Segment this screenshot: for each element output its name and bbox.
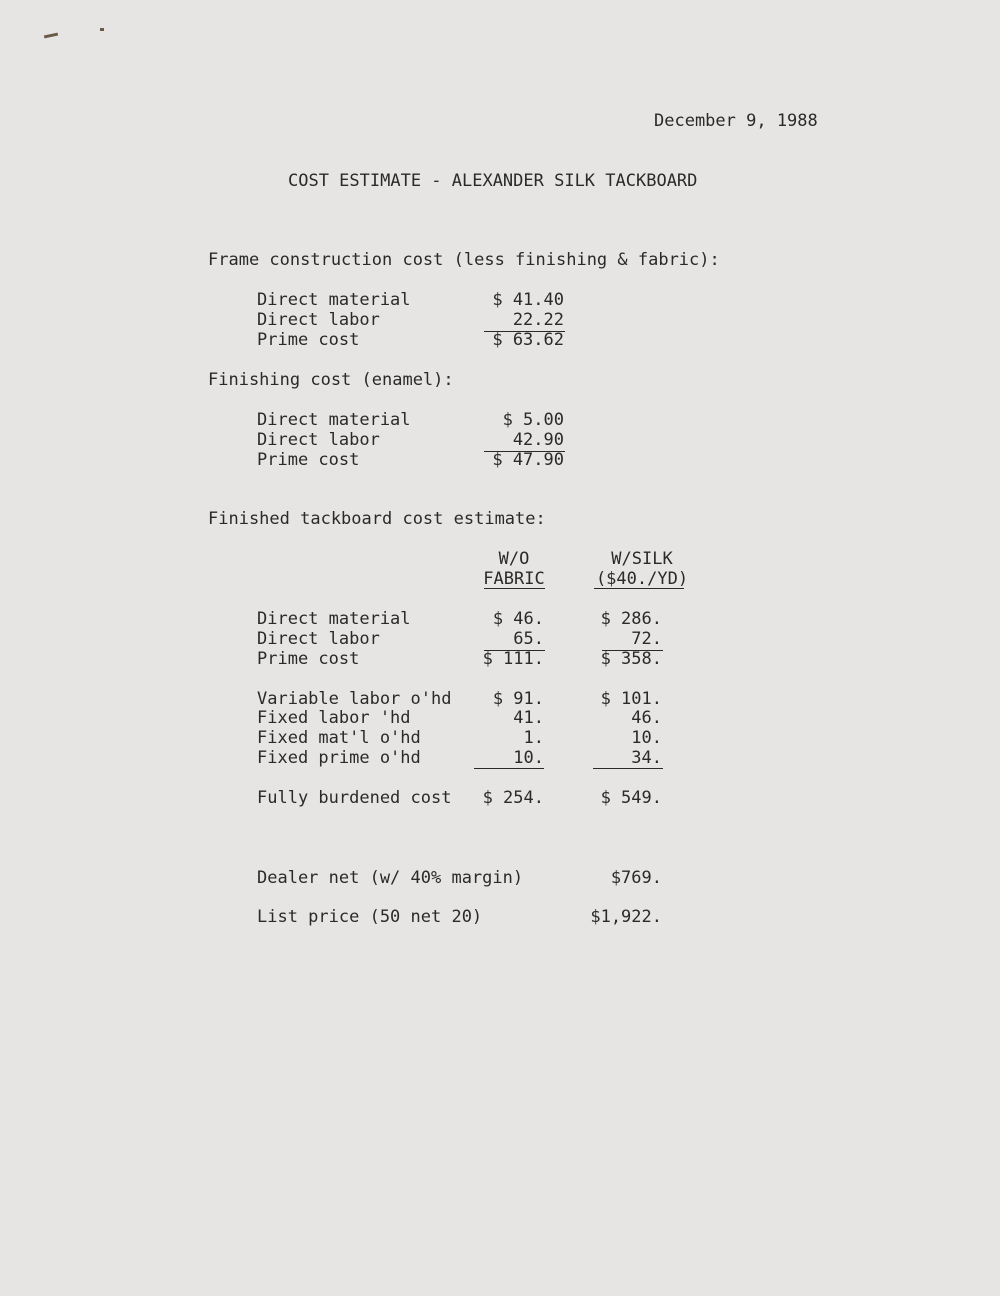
finishing-row-value: 42.90	[512, 430, 564, 450]
finished-row-label: Fixed labor 'hd	[257, 708, 411, 728]
stray-mark	[44, 33, 58, 39]
finishing-row-value: $ 47.90	[492, 450, 564, 470]
finished-heading: Finished tackboard cost estimate:	[208, 509, 546, 529]
list-price-value: $1,922.	[590, 907, 662, 927]
finishing-row-label: Direct labor	[257, 430, 380, 450]
frame-row-value: $ 63.62	[492, 330, 564, 350]
finished-row-label: Variable labor o'hd	[257, 689, 452, 709]
col1-header-line2: FABRIC	[483, 569, 545, 589]
finished-row-label: Prime cost	[257, 649, 360, 669]
frame-row-label: Direct labor	[257, 310, 380, 330]
finished-row-v2: 34.	[631, 748, 662, 768]
col1-total-rule	[474, 768, 544, 769]
list-price-label: List price (50 net 20)	[257, 907, 483, 927]
document-date: December 9, 1988	[654, 111, 818, 131]
frame-row-label: Prime cost	[257, 330, 360, 350]
finished-row-v1: $ 46.	[492, 609, 544, 629]
dealer-net-label: Dealer net (w/ 40% margin)	[257, 868, 524, 888]
col1-header-line1: W/O	[498, 549, 530, 569]
finishing-row-label: Direct material	[257, 410, 411, 430]
finished-row-v1: 1.	[523, 728, 544, 748]
frame-row-label: Direct material	[257, 290, 411, 310]
finished-row-v1: $ 91.	[492, 689, 544, 709]
frame-row-value: 22.22	[512, 310, 564, 330]
finished-row-label: Fully burdened cost	[257, 788, 452, 808]
finished-row-v2: 46.	[631, 708, 662, 728]
frame-row-value: $ 41.40	[492, 290, 564, 310]
finished-row-label: Fixed mat'l o'hd	[257, 728, 421, 748]
finished-row-v2: $ 286.	[600, 609, 662, 629]
frame-heading: Frame construction cost (less finishing & fabric):	[208, 250, 720, 270]
finished-row-v1: 65.	[513, 629, 544, 649]
stray-mark	[100, 28, 104, 31]
dealer-net-value: $769.	[610, 868, 662, 888]
finished-row-v2: 72.	[631, 629, 662, 649]
finishing-heading: Finishing cost (enamel):	[208, 370, 454, 390]
col2-total-rule	[593, 768, 663, 769]
col2-header-line1: W/SILK	[611, 549, 673, 569]
col1-header-underline	[484, 588, 545, 589]
finished-row-label: Direct material	[257, 609, 411, 629]
col2-header-line2: ($40./YD)	[595, 569, 689, 589]
finished-row-v1: $ 111.	[482, 649, 544, 669]
finished-row-v1: 41.	[513, 708, 544, 728]
finishing-row-value: $ 5.00	[502, 410, 564, 430]
finishing-row-label: Prime cost	[257, 450, 360, 470]
finished-row-v1: 10.	[513, 748, 544, 768]
finished-row-v1: $ 254.	[482, 788, 544, 808]
col2-header-underline	[594, 588, 684, 589]
finished-row-v2: $ 101.	[600, 689, 662, 709]
finished-row-v2: $ 549.	[600, 788, 662, 808]
finished-row-label: Fixed prime o'hd	[257, 748, 421, 768]
finished-row-v2: 10.	[631, 728, 662, 748]
finished-row-label: Direct labor	[257, 629, 380, 649]
finished-row-v2: $ 358.	[600, 649, 662, 669]
document-title: COST ESTIMATE - ALEXANDER SILK TACKBOARD	[288, 171, 698, 191]
